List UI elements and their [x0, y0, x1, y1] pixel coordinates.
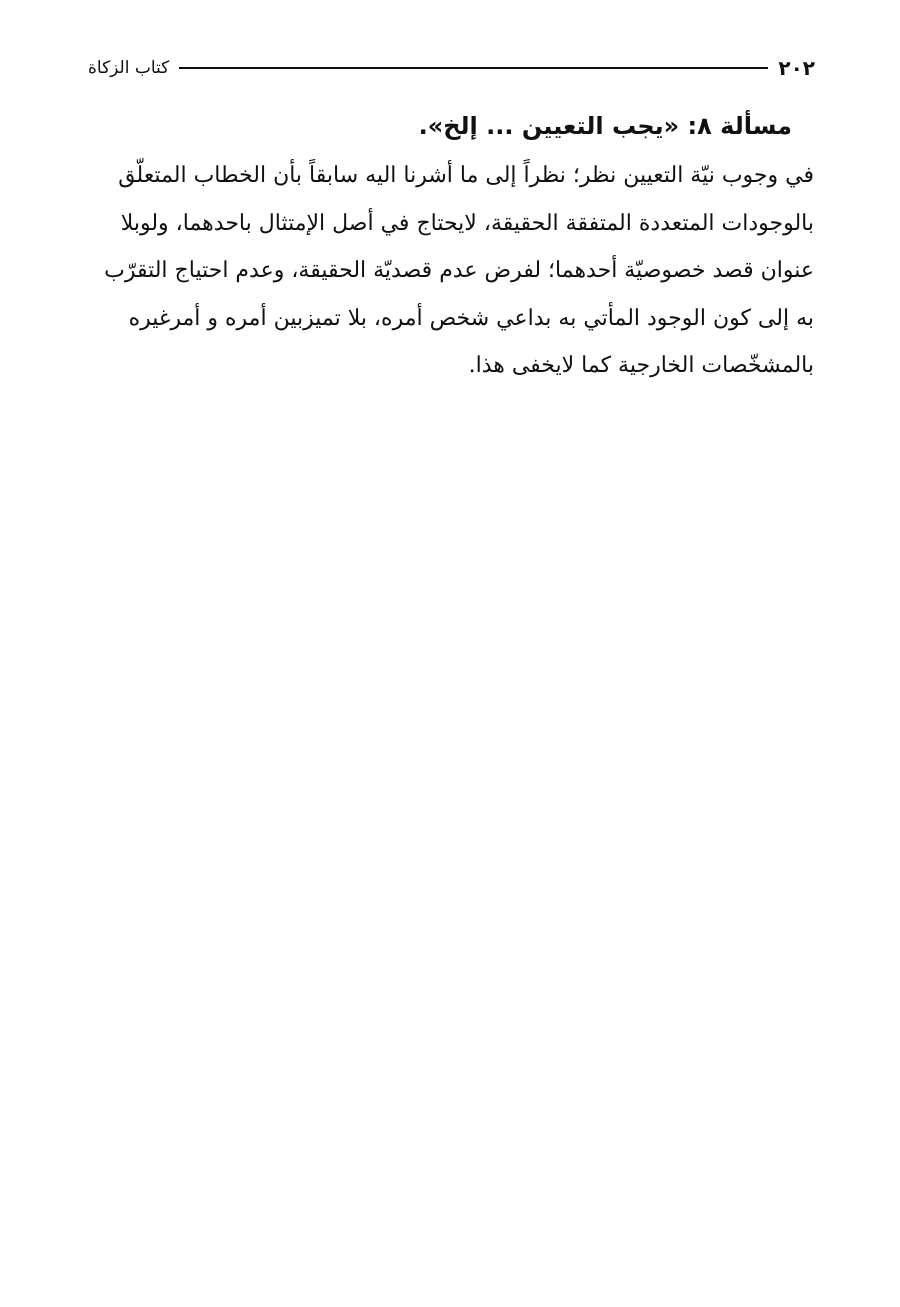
body-line-4: به إلى كون الوجود المأتي به بداعي شخص أمره، بلا تميزبين أمره و أمرغيره: [128, 305, 814, 331]
body-line-3: عنوان قصد خصوصيّة أحدهما؛ لفرض عدم قصديّة الحقيقة، وعدم احتياج التقرّب: [104, 258, 814, 283]
header-rule: [179, 67, 768, 69]
book-title: كتاب الزكاة: [88, 58, 170, 78]
body-line-2: بالوجودات المتعددة المتفقة الحقيقة، لايحتاج في أصل الإمتثال باحدهما، ولوبلا: [120, 210, 814, 236]
running-header: [88, 50, 815, 86]
body-line-5: بالمشخّصات الخارجية كما لايخفى هذا.: [468, 353, 814, 378]
issue-heading: مسألة ٨: «يجب التعيين ... إلخ».: [418, 112, 792, 140]
body-line-1: في وجوب نيّة التعيين نظر؛ نظراً إلى ما أشرنا اليه سابقاً بأن الخطاب المتعلّق: [118, 163, 814, 188]
page-content: [92, 100, 814, 390]
page-number: ٢٠٢: [778, 56, 815, 80]
